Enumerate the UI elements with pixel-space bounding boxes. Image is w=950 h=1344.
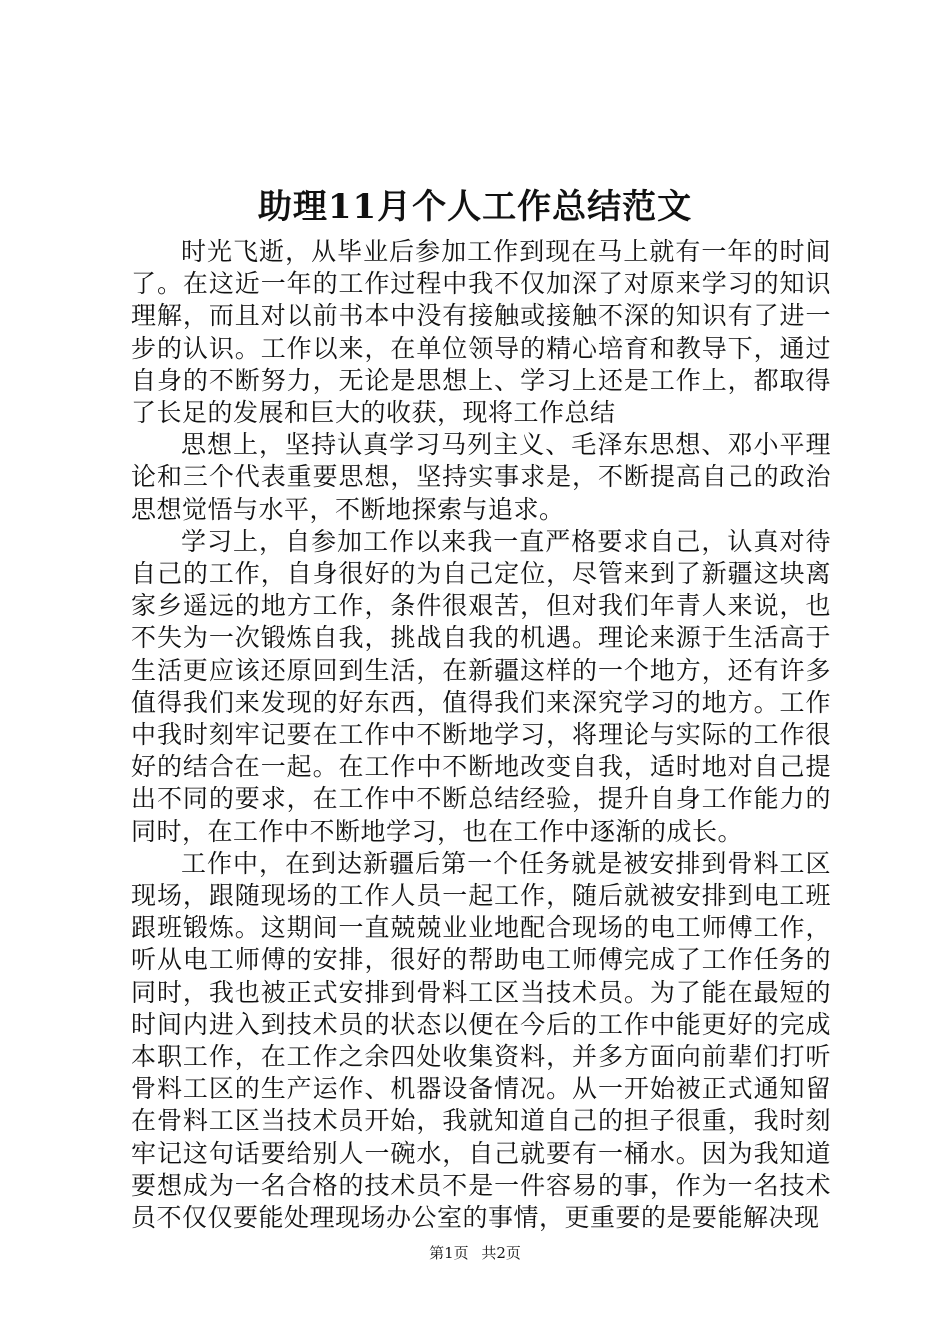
paragraph-thought: 思想上，坚持认真学习马列主义、毛泽东思想、邓小平理论和三个代表重要思想，坚持实事求是，不断提高自己的政治思想觉悟与水平，不断地探索与追求。 [131,430,831,524]
page-footer [0,1243,950,1263]
page-number: 第1页 [429,1244,469,1262]
paragraph-intro: 时光飞逝，从毕业后参加工作到现在马上就有一年的时间了。在这近一年的工作过程中我不仅加深了对原来学习的知识理解，而且对以前书本中没有接触或接触不深的知识有了进一步的认识。工作以来，在单位领导的精心培育和教导下，通过自身的不断努力，无论是思想上、学习上还是工作上，都取得了长足的发展和巨大的收获，现将工作总结 [131,237,831,428]
paragraph-study: 学习上，自参加工作以来我一直严格要求自己，认真对待自己的工作，自身很好的为自己定位，尽管来到了新疆这块离家乡遥远的地方工作，条件很艰苦，但对我们年青人来说，也不失为一次锻炼自我，挑战自我的机遇。理论来源于生活高于生活更应该还原回到生活，在新疆这样的一个地方，还有许多值得我们来发现的好东西，值得我们来深究学习的地方。工作中我时刻牢记要在工作中不断地学习，将理论与实际的工作很好的结合在一起。在工作中不断地改变自我，适时地对自己提出不同的要求，在工作中不断总结经验，提升自身工作能力的同时，在工作中不断地学习，也在工作中逐渐的成长。 [131,526,831,846]
document-title: 助理11月个人工作总结范文 [257,187,693,227]
document-body [131,236,831,1234]
paragraph-work: 工作中，在到达新疆后第一个任务就是被安排到骨料工区现场，跟随现场的工作人员一起工作，随后就被安排到电工班跟班锻炼。这期间一直兢兢业业地配合现场的电工师傅工作，听从电工师傅的安排，很好的帮助电工师傅完成了工作任务的同时，我也被正式安排到骨料工区当技术员。为了能在最短的时间内进入到技术员的状态以便在今后的工作中能更好的完成本职工作，在工作之余四处收集资料，并多方面向前辈们打听骨料工区的生产运作、机器设备情况。从一开始被正式通知留在骨料工区当技术员开始，我就知道自己的担子很重，我时刻牢记这句话要给别人一碗水，自己就要有一桶水。因为我知道要想成为一名合格的技术员不是一件容易的事，作为一名技术员不仅仅要能处理现场办公室的事情，更重要的是要能解决现 [131,848,831,1233]
page-total: 共2页 [481,1244,521,1262]
